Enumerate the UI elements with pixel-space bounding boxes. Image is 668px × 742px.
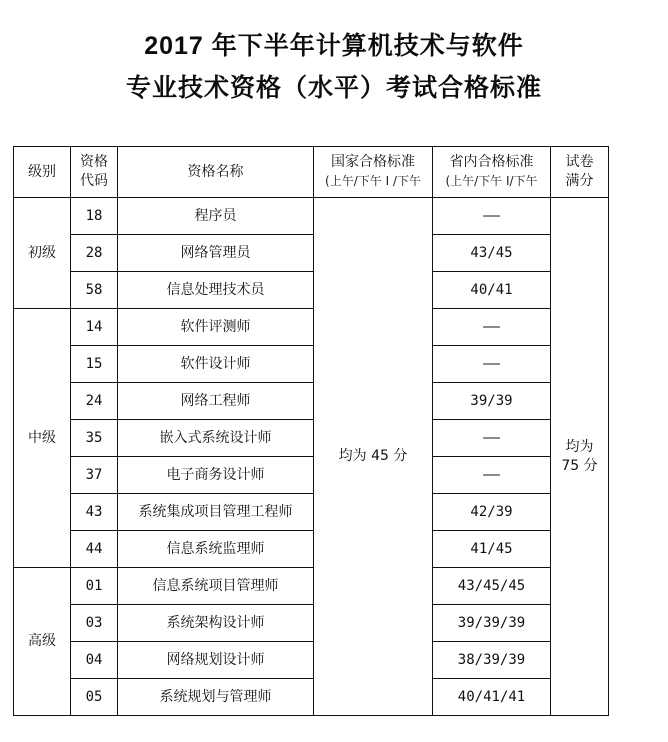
code-cell: 14 bbox=[71, 309, 118, 346]
header-provincial-line2: (上午/下午 I/下午 bbox=[445, 174, 538, 188]
level-cell: 高级 bbox=[14, 568, 71, 716]
level-cell: 初级 bbox=[14, 198, 71, 309]
page-title-line2: 专业技术资格（水平）考试合格标准 bbox=[125, 74, 542, 102]
code-cell: 03 bbox=[71, 605, 118, 642]
provincial-cell: 42/39 bbox=[433, 494, 551, 531]
provincial-cell: 40/41 bbox=[433, 272, 551, 309]
table-row bbox=[14, 642, 609, 679]
code-cell: 01 bbox=[71, 568, 118, 605]
name-cell: 嵌入式系统设计师 bbox=[118, 420, 314, 457]
national-standard-cell: 均为 45 分 bbox=[314, 198, 433, 716]
name-cell: 网络规划设计师 bbox=[118, 642, 314, 679]
name-cell: 软件设计师 bbox=[118, 346, 314, 383]
provincial-cell: —— bbox=[433, 457, 551, 494]
provincial-cell: 41/45 bbox=[433, 531, 551, 568]
name-cell: 网络工程师 bbox=[118, 383, 314, 420]
provincial-cell: —— bbox=[433, 346, 551, 383]
table-row bbox=[14, 383, 609, 420]
header-full-line1: 试卷 bbox=[565, 154, 594, 170]
table-row bbox=[14, 494, 609, 531]
provincial-cell: 40/41/41 bbox=[433, 679, 551, 716]
level-cell: 中级 bbox=[14, 309, 71, 568]
header-full-line2: 满分 bbox=[565, 173, 594, 189]
header-code-line2: 代码 bbox=[80, 173, 108, 189]
code-cell: 24 bbox=[71, 383, 118, 420]
code-cell: 35 bbox=[71, 420, 118, 457]
table-row bbox=[14, 568, 609, 605]
table-row bbox=[14, 531, 609, 568]
name-cell: 电子商务设计师 bbox=[118, 457, 314, 494]
code-cell: 43 bbox=[71, 494, 118, 531]
table-row bbox=[14, 605, 609, 642]
table-row bbox=[14, 198, 609, 235]
provincial-cell: 39/39/39 bbox=[433, 605, 551, 642]
code-cell: 18 bbox=[71, 198, 118, 235]
full-score-cell bbox=[551, 198, 609, 716]
provincial-cell: 43/45 bbox=[433, 235, 551, 272]
table-row bbox=[14, 272, 609, 309]
provincial-cell: —— bbox=[433, 420, 551, 457]
header-national-line1: 国家合格标准 bbox=[331, 154, 415, 170]
provincial-cell: —— bbox=[433, 198, 551, 235]
qualification-standards-table bbox=[13, 146, 609, 716]
name-cell: 系统规划与管理师 bbox=[118, 679, 314, 716]
provincial-cell: 43/45/45 bbox=[433, 568, 551, 605]
name-cell: 信息处理技术员 bbox=[118, 272, 314, 309]
code-cell: 58 bbox=[71, 272, 118, 309]
page-title-line1: 2017 年下半年计算机技术与软件 bbox=[144, 32, 524, 60]
name-cell: 程序员 bbox=[118, 198, 314, 235]
table-row bbox=[14, 679, 609, 716]
table-row bbox=[14, 420, 609, 457]
table-row bbox=[14, 309, 609, 346]
name-cell: 系统集成项目管理工程师 bbox=[118, 494, 314, 531]
header-name: 资格名称 bbox=[118, 147, 314, 198]
header-provincial bbox=[433, 147, 551, 198]
name-cell: 信息系统监理师 bbox=[118, 531, 314, 568]
name-cell: 信息系统项目管理师 bbox=[118, 568, 314, 605]
name-cell: 软件评测师 bbox=[118, 309, 314, 346]
code-cell: 05 bbox=[71, 679, 118, 716]
code-cell: 37 bbox=[71, 457, 118, 494]
provincial-cell: —— bbox=[433, 309, 551, 346]
full-score-line2: 75 分 bbox=[561, 457, 598, 474]
table-header-row bbox=[14, 147, 609, 198]
header-code-line1: 资格 bbox=[80, 154, 108, 170]
name-cell: 网络管理员 bbox=[118, 235, 314, 272]
provincial-cell: 39/39 bbox=[433, 383, 551, 420]
header-code bbox=[71, 147, 118, 198]
full-score-line1: 均为 bbox=[565, 438, 594, 455]
code-cell: 44 bbox=[71, 531, 118, 568]
header-level: 级别 bbox=[14, 147, 71, 198]
header-national-line2: (上午/下午 I /下午 bbox=[325, 174, 421, 188]
code-cell: 28 bbox=[71, 235, 118, 272]
name-cell: 系统架构设计师 bbox=[118, 605, 314, 642]
table-row bbox=[14, 457, 609, 494]
table-row bbox=[14, 346, 609, 383]
provincial-cell: 38/39/39 bbox=[433, 642, 551, 679]
header-national bbox=[314, 147, 433, 198]
header-provincial-line1: 省内合格标准 bbox=[449, 154, 534, 170]
header-full-score bbox=[551, 147, 609, 198]
code-cell: 04 bbox=[71, 642, 118, 679]
code-cell: 15 bbox=[71, 346, 118, 383]
table-row bbox=[14, 235, 609, 272]
